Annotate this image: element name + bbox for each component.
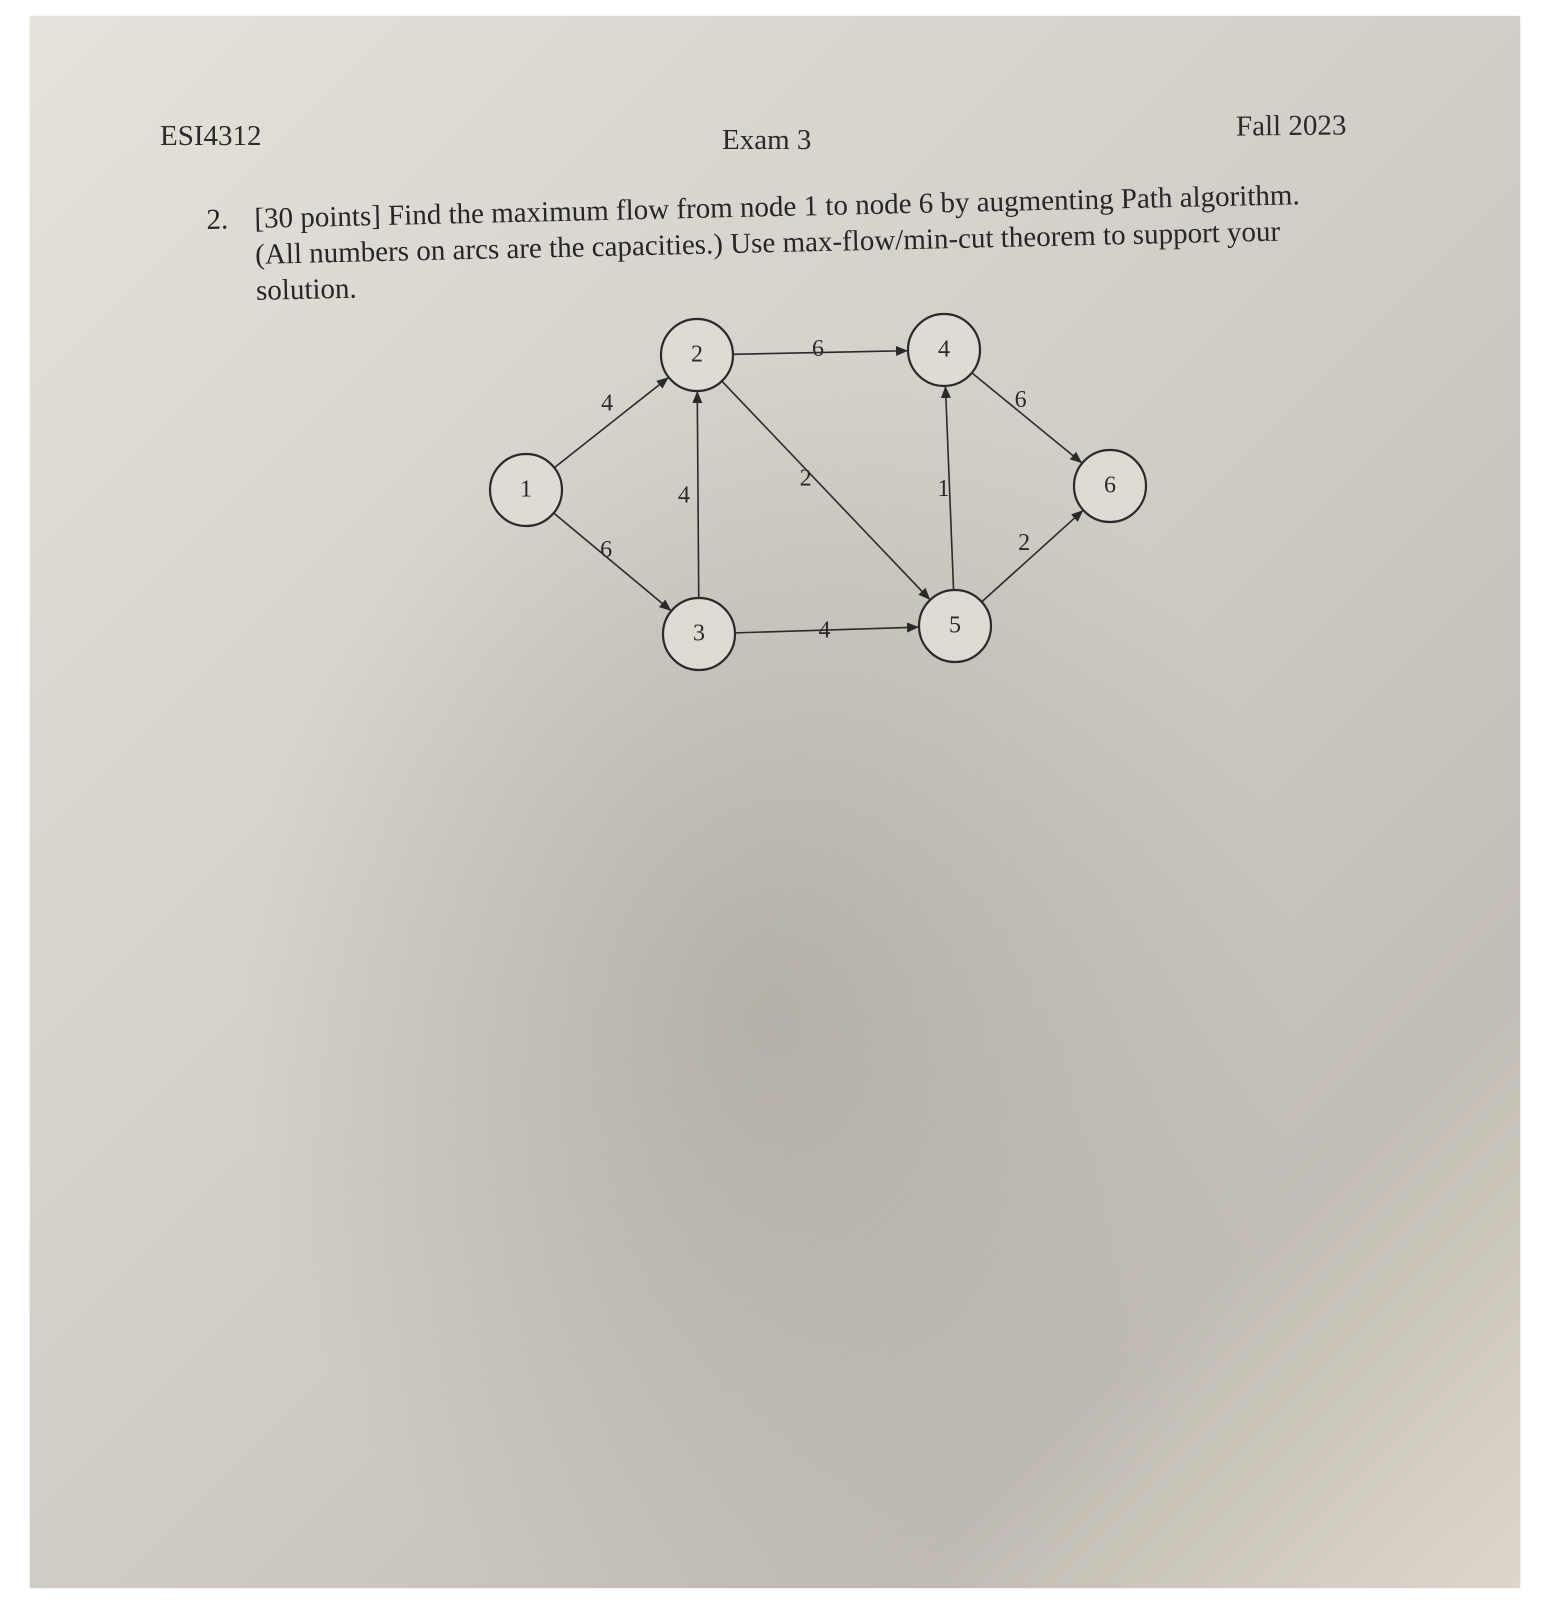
arc-capacity-3-2: 4 [678, 482, 691, 509]
node-label-4: 4 [938, 336, 950, 363]
node-2 [661, 319, 733, 391]
node-3 [663, 598, 735, 670]
arc-capacity-5-6: 2 [1018, 529, 1031, 556]
exam-title: Exam 3 [722, 124, 812, 156]
node-1 [490, 454, 562, 526]
arc-capacity-4-6: 6 [1014, 387, 1027, 414]
node-6 [1074, 450, 1146, 522]
arc-3-2 [697, 392, 698, 598]
node-label-2: 2 [691, 341, 703, 368]
arc-capacity-2-5: 2 [799, 465, 812, 492]
arc-capacity-2-4: 6 [812, 336, 825, 363]
arc-capacity-1-2: 4 [601, 390, 614, 417]
question-text: [30 points] Find the maximum flow from node 1 to node 6 by augmenting Path algorithm. (All numbers on arcs are the capacities.) Use max-flow/min-cut theorem to support your solution. [254, 179, 1300, 307]
course-code: ESI4312 [160, 120, 262, 152]
question-number: 2. [206, 203, 229, 236]
arc-5-6 [982, 511, 1083, 602]
exam-term: Fall 2023 [1235, 109, 1347, 143]
node-label-5: 5 [949, 612, 961, 639]
flow-network-diagram [30, 16, 1520, 1588]
node-label-6: 6 [1104, 472, 1116, 499]
node-4 [908, 314, 980, 386]
node-5 [919, 590, 991, 662]
node-label-1: 1 [520, 476, 532, 503]
arc-capacity-1-3: 6 [600, 537, 613, 564]
arc-capacity-3-5: 4 [818, 617, 831, 644]
arc-capacity-5-4: 1 [937, 475, 950, 503]
arc-2-5 [722, 381, 930, 599]
node-label-3: 3 [693, 620, 705, 647]
exam-paper [30, 16, 1520, 1588]
